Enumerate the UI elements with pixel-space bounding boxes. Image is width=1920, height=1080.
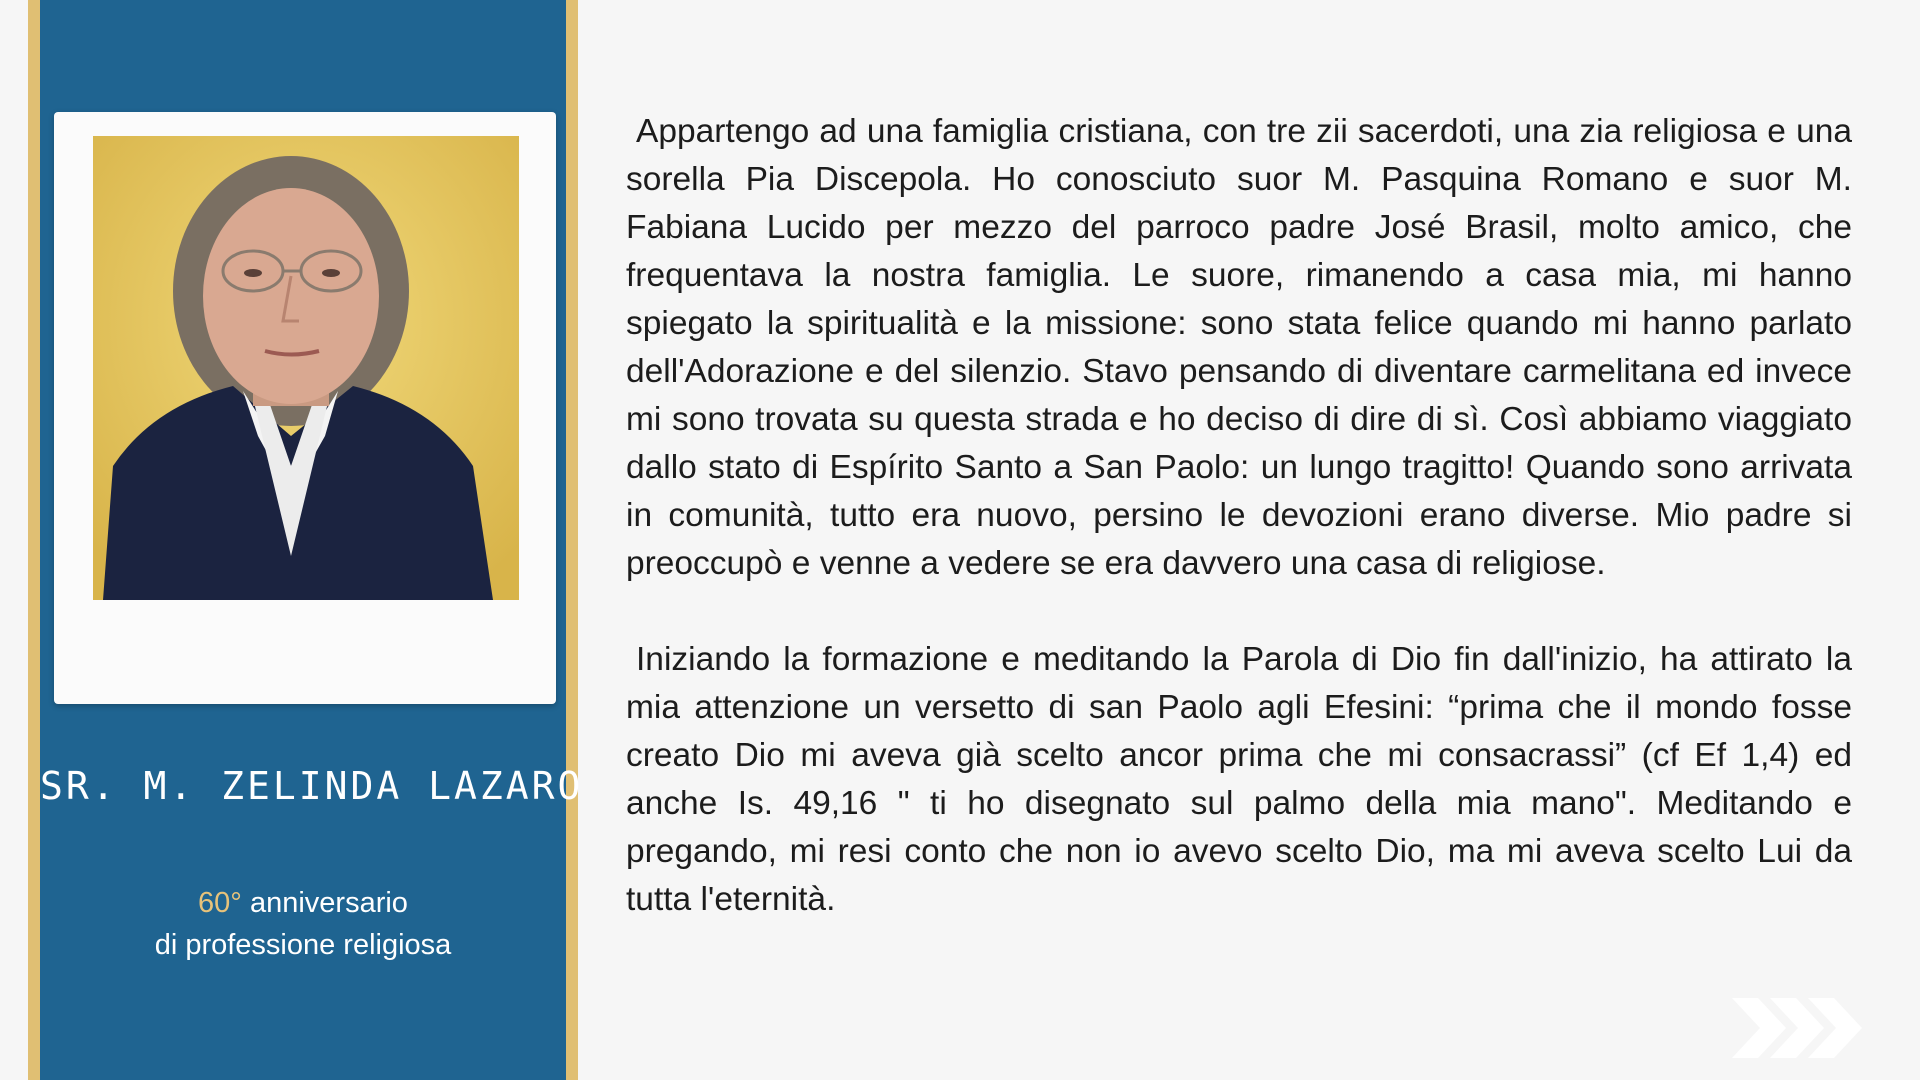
anniversary-line <box>40 882 566 924</box>
testimony-text <box>626 108 1852 972</box>
photo-frame <box>54 112 556 704</box>
anniversary-number: 60° <box>198 887 242 919</box>
anniversary-caption <box>40 882 566 966</box>
portrait-photo <box>93 136 519 600</box>
profession-text: di professione religiosa <box>154 929 452 961</box>
next-arrows-icon[interactable] <box>1728 994 1864 1062</box>
paragraph-2: Iniziando la formazione e meditando la Parola di Dio fin dall'inizio, ha attirato la mia attenzione un versetto di san Paolo agli Efesini: “prima che il mondo fosse creato Dio mi aveva già scelto ancor prima che mi consacrassi” (cf Ef 1,4) ed anche Is. 49,16 " ti ho disegnato sul palmo della mia mano". Meditando e pregando, mi resi conto che non io avevo scelto Dio, ma mi aveva scelto Lui da tutta l'eternità. <box>626 641 1852 918</box>
anniversary-text: anniversario <box>241 887 408 919</box>
paragraph-1: Appartengo ad una famiglia cristiana, con tre zii sacerdoti, una zia religiosa e una sorella Pia Discepola. Ho conosciuto suor M. Pasquina Romano e suor M. Fabiana Lucido per mezzo del parroco padre José Brasil, molto amico, che frequentava la nostra famiglia. Le suore, rimanendo a casa mia, mi hanno spiegato la spiritualità e la missione: sono stata felice quando mi hanno parlato dell'Adorazione e del silenzio. Stavo pensando di diventare carmelitana ed invece mi sono trovata su questa strada e ho deciso di dire di sì. Così abbiamo viaggiato dallo stato di Espírito Santo a San Paolo: un lungo tragitto! Quando sono arrivata in comunità, tutto era nuovo, persino le devozioni erano diverse. Mio padre si preoccupò e venne a vedere se era davvero una casa di religiose. <box>626 113 1852 582</box>
profile-panel <box>40 0 584 1080</box>
profile-sidebar <box>28 0 584 1080</box>
person-name: SR. M. ZELINDA LAZARO <box>40 764 584 808</box>
